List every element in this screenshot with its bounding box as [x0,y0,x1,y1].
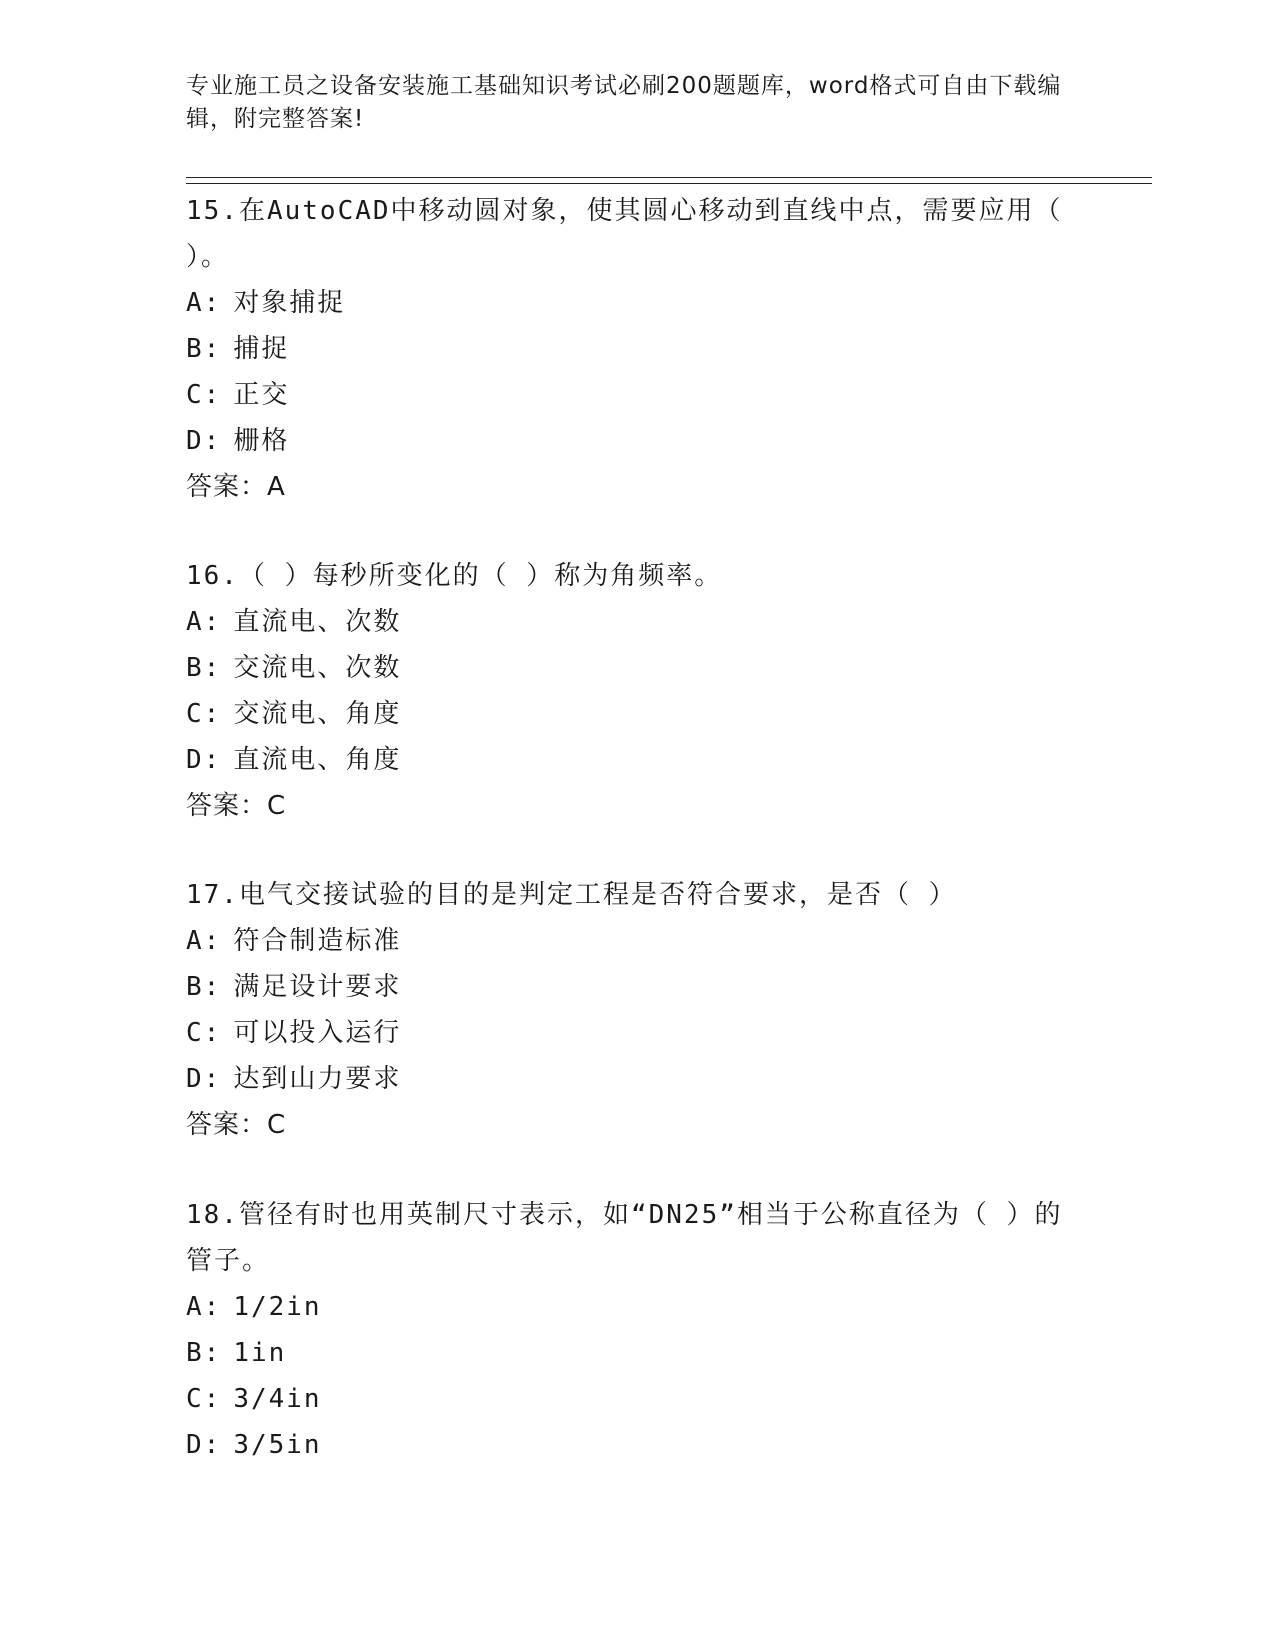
question-text: （ ）每秒所变化的（ ）称为角频率。 [238,561,723,591]
option-a [186,280,1086,326]
answer-value: C [267,791,287,821]
question-18 [186,1192,1086,1468]
question-number: 17. [186,880,239,910]
option-key: C: [186,1384,222,1414]
option-text: 对象捕捉 [233,288,346,318]
option-key: A: [186,926,222,956]
option-key: D: [186,1430,222,1460]
answer-label: 答案： [186,791,268,821]
option-key: C: [186,380,222,410]
option-text: 直流电、角度 [233,745,402,775]
header-divider-bottom [186,183,1152,184]
option-b [186,645,1086,691]
option-key: D: [186,745,222,775]
document-header: 专业施工员之设备安装施工基础知识考试必刷200题题库，word格式可自由下载编辑，附完整答案! [186,73,1062,132]
option-text: 1/2in [233,1292,322,1322]
option-text: 3/4in [233,1384,322,1414]
option-text: 交流电、角度 [233,699,402,729]
question-number: 15. [186,196,239,226]
option-key: D: [186,426,222,456]
option-b [186,326,1086,372]
option-key: C: [186,699,222,729]
option-a [186,918,1086,964]
question-text: 电气交接试验的目的是判定工程是否符合要求，是否（ ） [238,880,957,910]
option-c [186,1376,1086,1422]
option-text: 满足设计要求 [233,972,402,1002]
option-d [186,418,1086,464]
header-divider-top [186,177,1152,178]
option-key: A: [186,288,222,318]
option-text: 达到山力要求 [233,1064,402,1094]
option-key: C: [186,1018,222,1048]
question-stem [186,553,1086,599]
option-d [186,1056,1086,1102]
question-17 [186,872,1086,1148]
option-d [186,1422,1086,1468]
option-c [186,1010,1086,1056]
option-a [186,599,1086,645]
option-text: 直流电、次数 [233,607,402,637]
option-a [186,1284,1086,1330]
option-b [186,964,1086,1010]
option-b [186,1330,1086,1376]
option-text: 3/5in [233,1430,322,1460]
answer-line [186,464,1086,510]
option-d [186,737,1086,783]
question-number: 16. [186,561,239,591]
option-key: A: [186,607,222,637]
question-stem [186,872,1086,918]
option-text: 可以投入运行 [233,1018,402,1048]
option-text: 栅格 [233,426,290,456]
answer-label: 答案： [186,1110,268,1140]
option-key: D: [186,1064,222,1094]
question-stem [186,188,1086,280]
option-text: 1in [233,1338,287,1368]
option-text: 交流电、次数 [233,653,402,683]
option-text: 正交 [233,380,290,410]
question-text: 管径有时也用英制尺寸表示，如“DN25”相当于公称直径为（ ）的管子。 [186,1200,1063,1276]
option-text: 符合制造标准 [233,926,402,956]
answer-label: 答案： [186,472,268,502]
answer-line [186,1102,1086,1148]
option-key: B: [186,334,222,364]
option-c [186,372,1086,418]
answer-value: A [267,472,286,502]
option-key: A: [186,1292,222,1322]
question-text: 在AutoCAD中移动圆对象，使其圆心移动到直线中点，需要应用（ ）。 [186,196,1063,272]
option-c [186,691,1086,737]
option-text: 捕捉 [233,334,290,364]
option-key: B: [186,972,222,1002]
option-key: B: [186,1338,222,1368]
question-16 [186,553,1086,829]
question-stem [186,1192,1086,1284]
answer-value: C [267,1110,287,1140]
option-key: B: [186,653,222,683]
question-number: 18. [186,1200,239,1230]
question-15 [186,188,1086,510]
answer-line [186,783,1086,829]
